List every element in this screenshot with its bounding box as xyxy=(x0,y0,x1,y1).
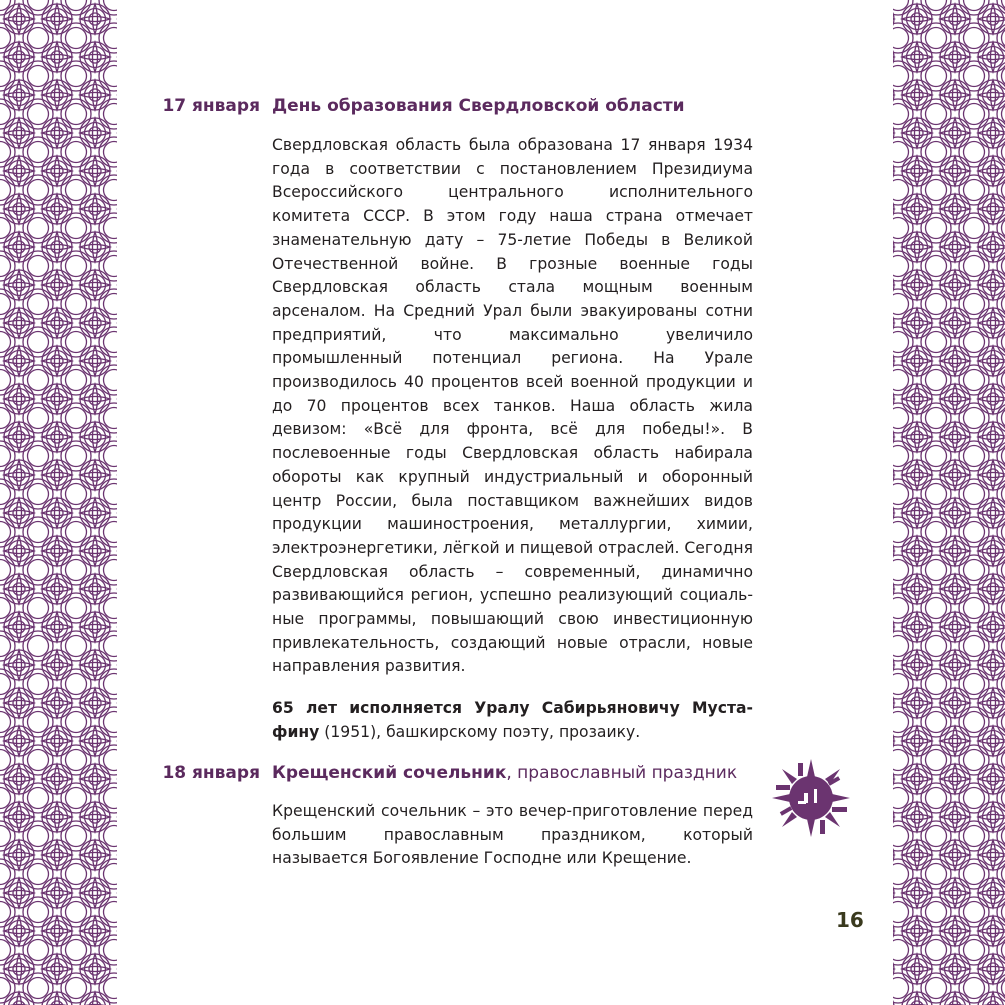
page-number: 16 xyxy=(836,908,864,932)
entry-title xyxy=(272,763,752,783)
right-ornament-border xyxy=(893,0,1005,1005)
anniversary-details: (1951), башкирскому поэту, прозаику. xyxy=(319,722,641,741)
left-ornament-border xyxy=(0,0,117,1005)
entry-date: 17 января xyxy=(162,96,260,116)
lace-pattern-ornament xyxy=(0,0,117,1005)
entry-paragraph: Свердловская область была образована 17 января 1934 года в соответствии с постановлением Президиума Всероссийского центрального исполнительного комитета СССР. В этом году наша страна отмечает знаменательную дату – 75-летие Победы в Великой Отечественной войне. В грозные военные годы Свердловская область стала мощным военным арсеналом. На Средний Урал были эвакуированы сотни предприятий, что максимально увеличило промышленный потенциал региона. На Урале производилось 40 процентов всей военной продукции и до 70 процентов всех танков. Наша область жила девизом: «Всё для фронта, всё для победы!». В послевоенные годы Свердловская область набирала обороты как крупный индустриальный и оборонный центр России, была поставщиком важнейших видов продукции машиностроения, металлургии, химии, электроэнергетики, лёгкой и пищевой отраслей. Сегодня Свердловская область – современный, динамично развивающийся регион, успешно реализующий социальные программы, повышающий свою инвестиционную привлекательность, создающий новые отрасли, новые направления развития. xyxy=(272,136,753,676)
lace-pattern-ornament xyxy=(893,0,1005,1005)
burst-emblem-icon xyxy=(770,757,852,839)
anniversary-note xyxy=(272,697,753,744)
entry-title-rest: , православный праздник xyxy=(506,763,738,783)
entry-title xyxy=(272,96,752,116)
entry-title-bold: Крещенский сочельник xyxy=(272,763,507,783)
anniversary-name: 65 лет исполняется Уралу Сабирьяновичу Мустафину xyxy=(272,699,753,741)
entry-title-bold: День образования Свердловской области xyxy=(272,96,685,116)
entry-date: 18 января xyxy=(162,763,260,783)
entry-paragraph: Крещенский сочельник – это вечер-приготовление перед большим православным праздником, который называется Богоявление Господне или Крещение. xyxy=(272,802,753,868)
